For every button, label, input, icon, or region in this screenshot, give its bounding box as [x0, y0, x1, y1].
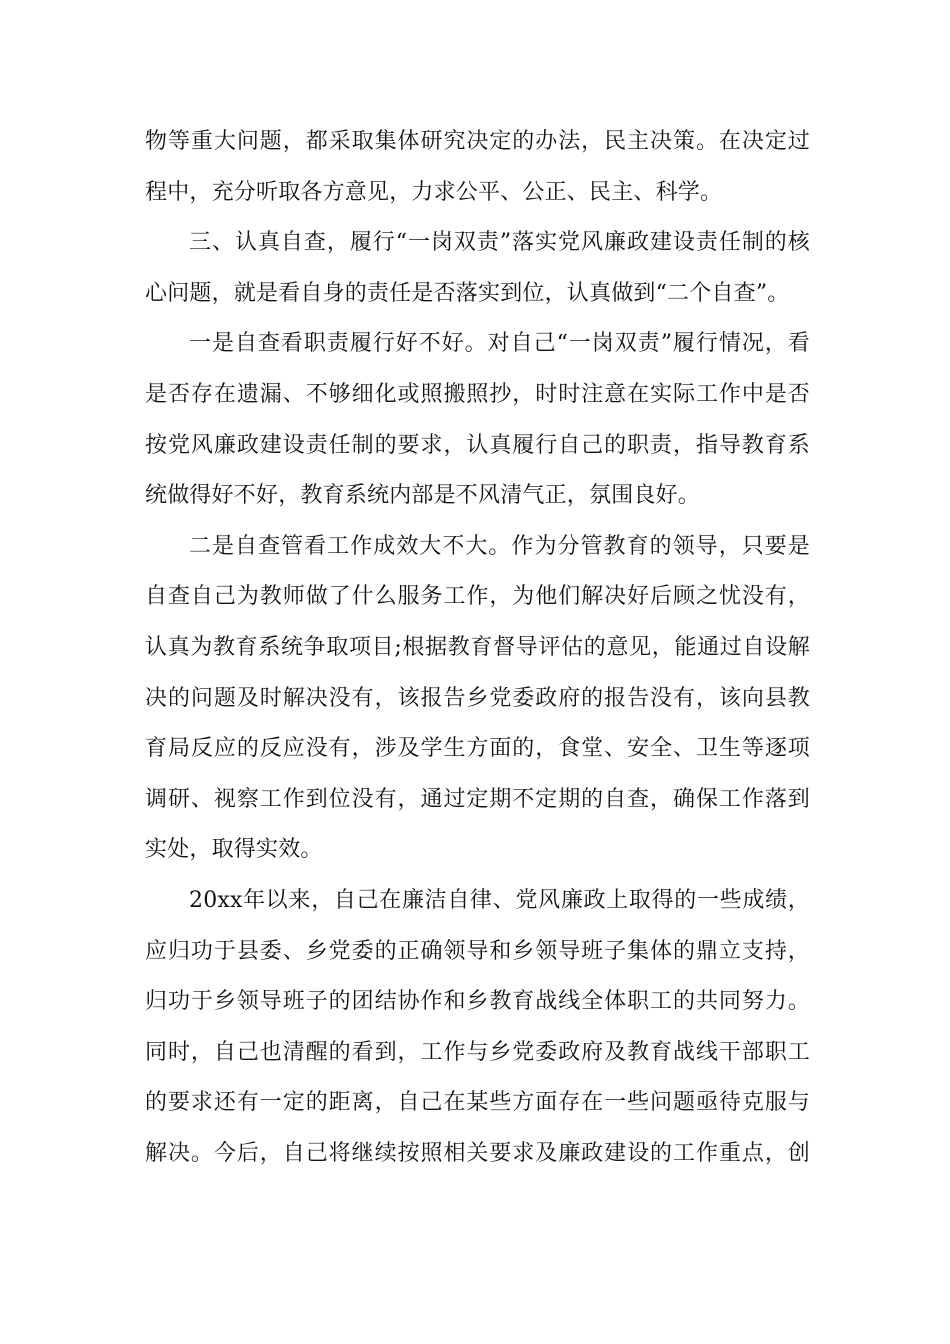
- paragraph-summary: 20xx年以来，自己在廉洁自律、党风廉政上取得的一些成绩，应归功于县委、乡党委的正确领导和乡领导班子集体的鼎立支持，归功于乡领导班子的团结协作和乡教育战线全体职工的共同努力。同时，自己也清醒的看到，工作与乡党委政府及教育战线干部职工的要求还有一定的距离，自己在某些方面存在一些问题亟待克服与解决。今后，自己将继续按照相关要求及廉政建设的工作重点，创: [145, 887, 810, 1166]
- paragraph-continuation: 物等重大问题，都采取集体研究决定的办法，民主决策。在决定过程中，充分听取各方意见，力求公平、公正、民主、科学。: [145, 129, 810, 205]
- paragraph-self-check-intro: 三、认真自查，履行“一岗双责”落实党风廉政建设责任制的核心问题，就是看自身的责任是否落实到位，认真做到“二个自查”。: [145, 230, 810, 306]
- document-body: [145, 117, 810, 1179]
- paragraph-self-check-duty: 一是自查看职责履行好不好。对自己“一岗双责”履行情况，看是否存在遗漏、不够细化或照搬照抄，时时注意在实际工作中是否按党风廉政建设责任制的要求，认真履行自己的职责，指导教育系统做得好不好，教育系统内部是不风清气正，氛围良好。: [145, 331, 810, 509]
- paragraph-self-check-results: 二是自查管看工作成效大不大。作为分管教育的领导，只要是自查自己为教师做了什么服务工作，为他们解决好后顾之忧没有，认真为教育系统争取项目;根据教育督导评估的意见，能通过自设解决的问题及时解决没有，该报告乡党委政府的报告没有，该向县教育局反应的反应没有，涉及学生方面的，食堂、安全、卫生等逐项调研、视察工作到位没有，通过定期不定期的自查，确保工作落到实处，取得实效。: [145, 533, 810, 863]
